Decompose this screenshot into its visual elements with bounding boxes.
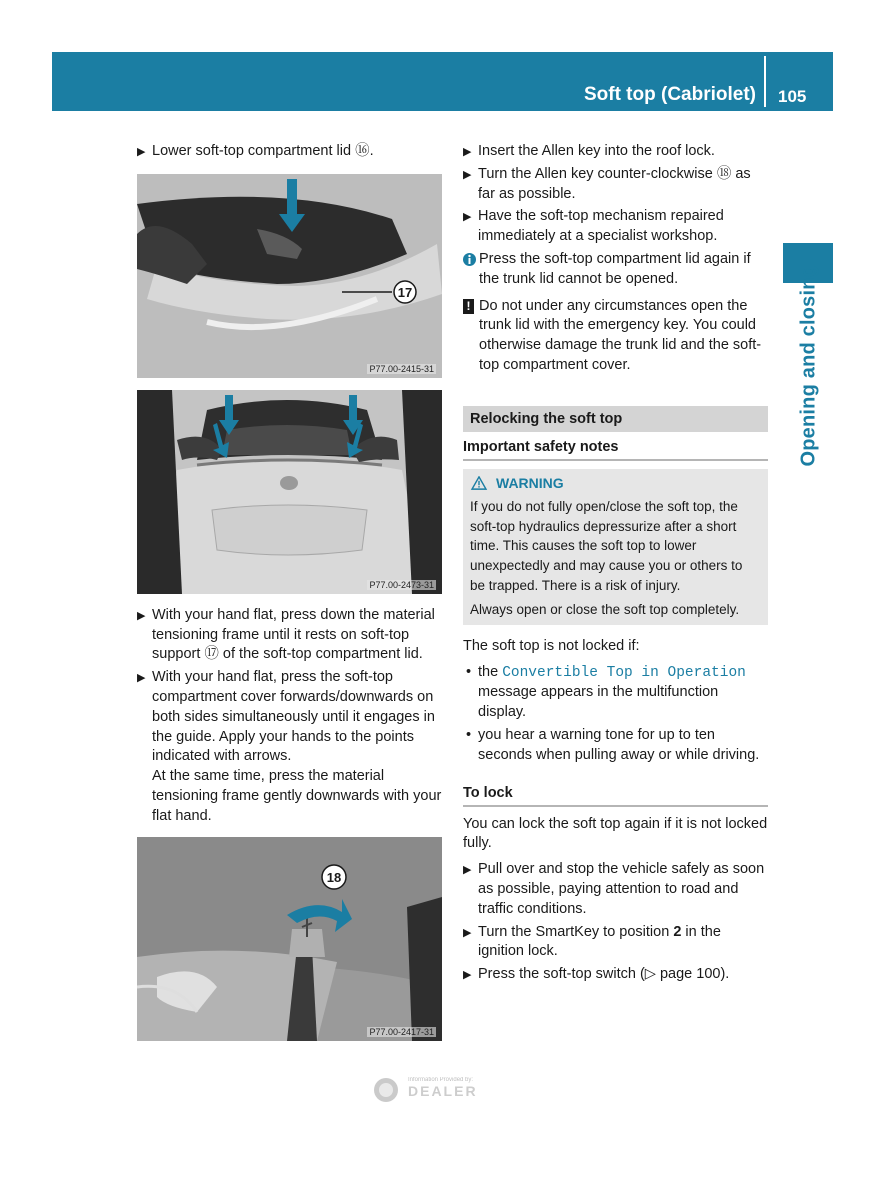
step-turn-smartkey: ▶ Turn the SmartKey to position 2 in the ignition lock. [463,923,721,960]
warning-text-2: Always open or close the soft top completely. [470,601,740,617]
info-note: Press the soft-top compartment lid again if the trunk lid cannot be opened. [463,250,768,290]
step-insert-key: ▶ Insert the Allen key into the roof lock. [463,142,768,162]
warning-title: WARNING [470,475,761,491]
warning-triangle-icon [470,476,488,490]
arrow-bullet-icon: ▶ [463,864,472,877]
callout-18: 18 [326,869,342,885]
page-number: 105 [778,87,807,106]
warning-box [463,469,768,625]
caution-note: ! Do not under any circumstances open the trunk lid with the emergency key. You could otherwise damage the trunk lid and the soft-top compartment cover. [463,297,768,376]
watermark-line1: Information Provided by: [408,1077,474,1083]
arrow-bullet-icon: ▶ [463,168,472,181]
callout-17: 17 [397,284,413,300]
header-divider [764,56,766,107]
arrow-bullet-icon: ▶ [463,969,472,982]
figure-allen-key [137,837,442,1041]
step-press-frame: ▶ With your hand flat, press down the material tensioning frame until it rests on soft-top support ⑰ of the soft-top compartment lid. [137,606,435,663]
step-press-switch: ▶ Press the soft-top switch (▷ page 100). [463,965,768,985]
side-tab-label: Opening and closing [797,264,820,467]
right-column [463,142,768,988]
step-pull-over: ▶ Pull over and stop the vehicle safely as soon as possible, paying attention to road and traffic conditions. [463,861,765,917]
page-title: Soft top (Cabriolet) [583,84,756,105]
figure-code: P77.00-2473-31 [369,579,434,590]
figure-allen-key-illustration [137,837,442,1041]
figure-code: P77.00-2417-31 [369,1026,434,1037]
warning-text: If you do not fully open/close the soft top, the soft-top hydraulics depressurize after a short time. This causes the soft top to lower unexpectedly and may cause you or others to be trapped. There is a risk of injury. [470,498,743,593]
step-lower-lid: ▶ Lower soft-top compartment lid ⑯. [137,142,442,162]
figure-code: P77.00-2415-31 [369,363,434,374]
dealer-watermark-logo [372,1070,512,1110]
exclamation-icon: ! [463,299,474,314]
info-icon [463,252,476,267]
left-column [137,142,442,1041]
arrow-bullet-icon: ▶ [137,146,146,158]
arrow-bullet-icon: ▶ [137,609,146,622]
not-locked-intro: The soft top is not locked if: [463,637,640,654]
step-turn-key: ▶ Turn the Allen key counter-clockwise ⑱ as far as possible. [463,165,751,202]
section-heading: Relocking the soft top [463,406,768,432]
arrow-bullet-icon: ▶ [463,211,472,224]
arrow-bullet-icon: ▶ [137,672,146,685]
figure-compartment-cover [137,390,442,594]
display-message: Convertible Top in Operation [502,664,746,681]
figure-lid-lowering [137,174,442,378]
step-repair: ▶ Have the soft-top mechanism repaired immediately at a specialist workshop. [463,208,724,245]
step-press-cover: ▶ With your hand flat, press the soft-top compartment cover forwards/downwards on both sides simultaneously until it engages in the guide. Apply your hands to the points indicated with arrows. At the same time, press the material tensioning frame gently downwards with your flat hand. [137,669,442,824]
subsection-heading-safety: Important safety notes [463,432,768,461]
figure-compartment-cover-illustration [137,390,442,594]
to-lock-intro: You can lock the soft top again if it is not locked fully. [463,815,768,852]
arrow-bullet-icon: ▶ [463,146,472,158]
subsection-heading-to-lock: To lock [463,778,768,807]
list-item: • the Convertible Top in Operation message appears in the multifunction display. [466,663,746,721]
figure-lid-lowering-illustration [137,174,442,378]
list-item: • you hear a warning tone for up to ten seconds when pulling away or while driving. [466,726,760,763]
watermark-line2: DEALER [408,1083,478,1099]
arrow-bullet-icon: ▶ [463,926,472,939]
